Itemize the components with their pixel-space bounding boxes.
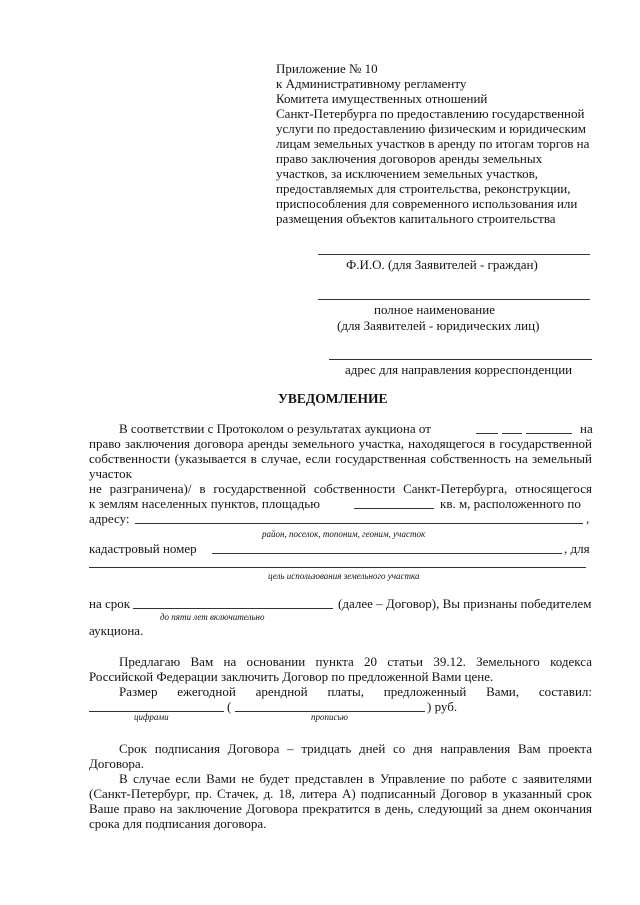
hint-address: район, поселок, топоним, геоним, участок bbox=[262, 529, 426, 539]
body-text: собственности (указывается в случае, если государственная собственность на земельный bbox=[89, 451, 592, 466]
rent-words-blank bbox=[235, 700, 425, 712]
body-text: (далее – Договор), Вы признаны победителем bbox=[338, 596, 592, 611]
body-text: кадастровый номер bbox=[89, 541, 197, 556]
hint-digits: цифрами bbox=[134, 712, 169, 722]
date-day-blank bbox=[476, 422, 498, 434]
body-text: (Санкт-Петербург, пр. Стачек, д. 18, литера А) подписанный Договор в указанный срок bbox=[89, 786, 592, 801]
header-line: лицам земельных участков в аренду по итогам торгов на bbox=[276, 136, 590, 151]
body-text: участок bbox=[89, 466, 132, 481]
fio-label: Ф.И.О. (для Заявителей - граждан) bbox=[346, 257, 538, 272]
header-line: Комитета имущественных отношений bbox=[276, 91, 488, 106]
address-line-blank bbox=[135, 512, 583, 524]
date-month-blank bbox=[502, 422, 522, 434]
page-title: УВЕДОМЛЕНИЕ bbox=[278, 391, 388, 406]
rent-digits-blank bbox=[89, 700, 224, 712]
body-text: Размер ежегодной арендной платы, предложенный Вами, составил: bbox=[119, 684, 592, 699]
body-text: Российской Федерации заключить Договор по предложенной Вами цене. bbox=[89, 669, 494, 684]
fio-blank bbox=[318, 254, 590, 255]
body-text: адресу: bbox=[89, 511, 130, 526]
purpose-blank bbox=[89, 567, 586, 568]
body-text: Договора. bbox=[89, 756, 144, 771]
body-text: кв. м, расположенного по bbox=[440, 496, 581, 511]
body-text: В случае если Вами не будет представлен в Управление по работе с заявителями bbox=[119, 771, 592, 786]
body-text: Срок подписания Договора – тридцать дней со дня направления Вам проекта bbox=[119, 741, 592, 756]
body-text: ( bbox=[227, 699, 232, 714]
body-text: не разграничена)/ в государственной собственности Санкт-Петербурга, относящегося bbox=[89, 481, 592, 496]
address-label: адрес для направления корреспонденции bbox=[345, 362, 573, 377]
body-text: на bbox=[580, 421, 593, 436]
body-text: право заключения договора аренды земельного участка, находящегося в государственной bbox=[89, 436, 592, 451]
area-blank bbox=[354, 497, 434, 509]
body-text: Предлагаю Вам на основании пункта 20 статьи 39.12. Земельного кодекса bbox=[119, 654, 592, 669]
org-label-1: полное наименование bbox=[374, 302, 495, 317]
address-blank bbox=[329, 359, 592, 360]
date-year-blank bbox=[526, 422, 572, 434]
hint-term: до пяти лет включительно bbox=[160, 612, 265, 622]
body-text: на срок bbox=[89, 596, 131, 611]
header-line: участков, за исключением земельных участков, bbox=[276, 166, 538, 181]
header-line: приспособления для современного использования или bbox=[276, 196, 578, 211]
org-blank bbox=[318, 299, 590, 300]
header-line: услуги по предоставлению физическим и юридическим bbox=[276, 121, 586, 136]
header-line: к Административному регламенту bbox=[276, 76, 467, 91]
body-text: В соответствии с Протоколом о результатах аукциона от bbox=[119, 421, 431, 436]
hint-words: прописью bbox=[311, 712, 348, 722]
body-text: , для bbox=[564, 541, 590, 556]
cadastral-blank bbox=[212, 542, 562, 554]
body-text: аукциона. bbox=[89, 623, 144, 638]
header-line: Санкт-Петербурга по предоставлению государственной bbox=[276, 106, 585, 121]
body-text: ) руб. bbox=[427, 699, 458, 714]
body-text: срока для подписания договора. bbox=[89, 816, 267, 831]
body-text: к землям населенных пунктов, площадью bbox=[89, 496, 320, 511]
term-blank bbox=[133, 597, 333, 609]
header-line: право заключения договоров аренды земельных bbox=[276, 151, 543, 166]
hint-purpose: цель использования земельного участка bbox=[268, 571, 420, 581]
header-line: Приложение № 10 bbox=[276, 61, 378, 76]
header-line: размещения объектов капитального строительства bbox=[276, 211, 556, 226]
body-text: Ваше право на заключение Договора прекратится в день, следующий за днем окончания bbox=[89, 801, 592, 816]
body-text: , bbox=[586, 511, 590, 526]
org-label-2: (для Заявителей - юридических лиц) bbox=[337, 318, 540, 333]
header-line: предоставляемых для строительства, реконструкции, bbox=[276, 181, 571, 196]
